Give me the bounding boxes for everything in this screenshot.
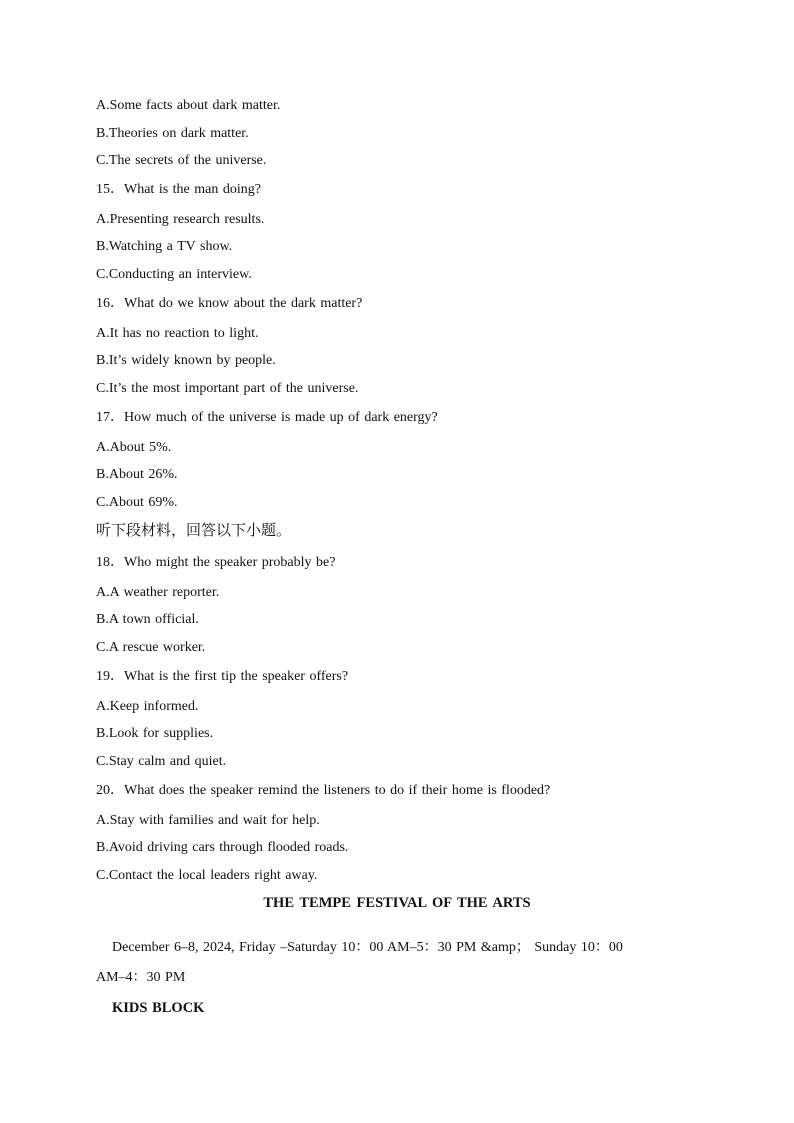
question-19: 19．What is the first tip the speaker offers? <box>96 669 349 684</box>
option-c-q14: C.The secrets of the universe. <box>96 153 267 168</box>
question-18: 18．Who might the speaker probably be? <box>96 555 336 570</box>
option-a-q14: A.Some facts about dark matter. <box>96 98 281 113</box>
option-b-q17: B.About 26%. <box>96 467 178 482</box>
question-16: 16．What do we know about the dark matter? <box>96 296 363 311</box>
option-a-q19: A.Keep informed. <box>96 699 199 714</box>
option-a-q16: A.It has no reaction to light. <box>96 326 259 341</box>
option-b-q18: B.A town official. <box>96 612 199 627</box>
option-b-q16: B.It’s widely known by people. <box>96 353 276 368</box>
question-15: 15．What is the man doing? <box>96 182 261 197</box>
option-a-q20: A.Stay with families and wait for help. <box>96 813 320 828</box>
section-heading-kids-block: KIDS BLOCK <box>112 1000 205 1016</box>
option-a-q15: A.Presenting research results. <box>96 212 265 227</box>
option-a-q17: A.About 5%. <box>96 440 172 455</box>
section-instruction: 听下段材料，回答以下小题。 <box>96 521 292 539</box>
festival-dates-line2: AM–4：30 PM <box>96 970 186 985</box>
option-c-q15: C.Conducting an interview. <box>96 267 252 282</box>
option-c-q19: C.Stay calm and quiet. <box>96 754 227 769</box>
question-20: 20．What does the speaker remind the listeners to do if their home is flooded? <box>96 783 551 798</box>
option-c-q17: C.About 69%. <box>96 495 178 510</box>
option-b-q19: B.Look for supplies. <box>96 726 214 741</box>
option-b-q20: B.Avoid driving cars through flooded roads. <box>96 840 349 855</box>
option-c-q16: C.It’s the most important part of the universe. <box>96 381 359 396</box>
option-c-q18: C.A rescue worker. <box>96 640 206 655</box>
option-c-q20: C.Contact the local leaders right away. <box>96 868 318 883</box>
option-b-q15: B.Watching a TV show. <box>96 239 233 254</box>
option-b-q14: B.Theories on dark matter. <box>96 126 249 141</box>
festival-title: THE TEMPE FESTIVAL OF THE ARTS <box>263 895 531 911</box>
question-17: 17．How much of the universe is made up of dark energy? <box>96 410 438 425</box>
festival-dates-line1: December 6–8, 2024, Friday –Saturday 10：00 AM–5：30 PM &amp； Sunday 10：00 <box>112 940 623 955</box>
option-a-q18: A.A weather reporter. <box>96 585 220 600</box>
